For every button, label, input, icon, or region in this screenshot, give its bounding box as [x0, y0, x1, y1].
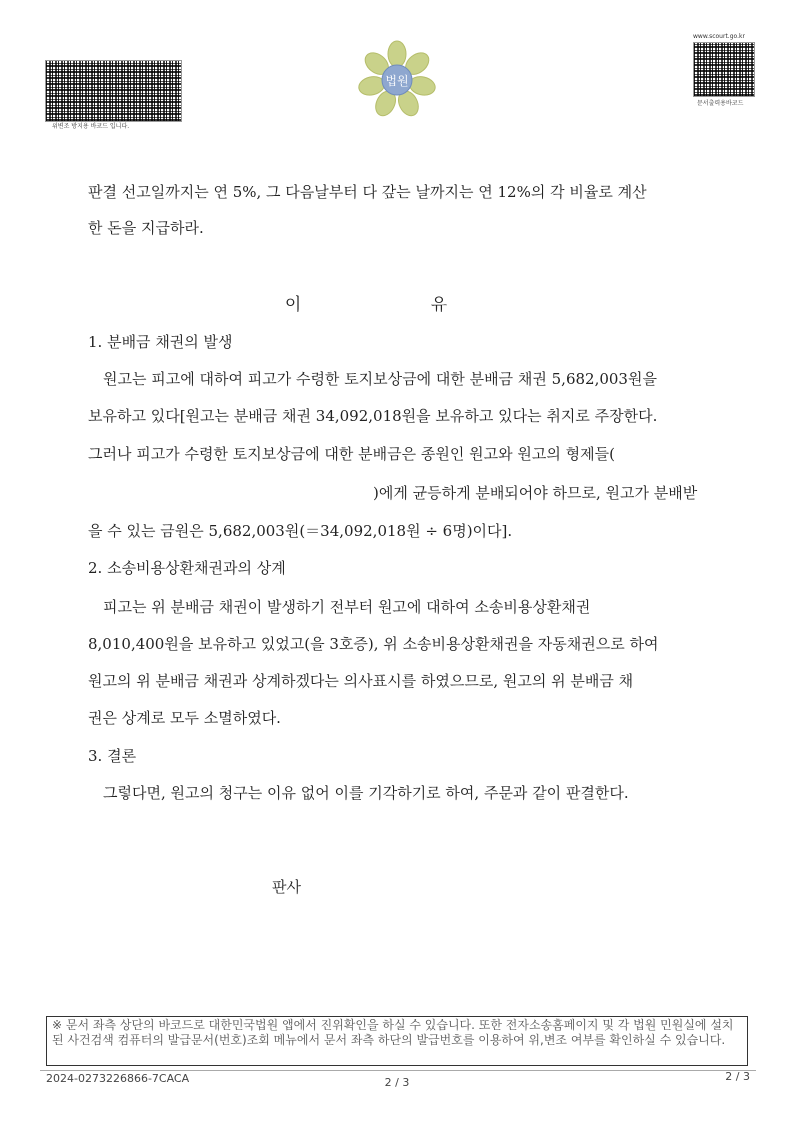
section-1-line: 그러나 피고가 수령한 토지보상금에 대한 분배금은 종원인 원고와 원고의 형제들(	[88, 445, 615, 463]
court-emblem-icon	[357, 40, 437, 118]
section-1-line: 보유하고 있다[원고는 분배금 채권 34,092,018원을 보유하고 있다는 취지로 주장한다.	[88, 407, 658, 425]
print-barcode	[693, 42, 755, 97]
section-2-line: 원고의 위 분배금 채권과 상계하겠다는 의사표시를 하였으므로, 원고의 위 분배금 채	[88, 672, 634, 690]
section-1-line: 원고는 피고에 대하여 피고가 수령한 토지보상금에 대한 분배금 채권 5,682,003원을	[88, 370, 657, 388]
section-2-line: 권은 상계로 모두 소멸하였다.	[88, 709, 281, 727]
section-2-line: 8,010,400원을 보유하고 있었고(을 3호증), 위 소송비용상환채권을 자동채권으로 하여	[88, 635, 659, 653]
barcode-caption-left: 위변조 방지용 바코드 입니다.	[52, 123, 130, 130]
section-3-title: 3. 결론	[88, 747, 137, 765]
court-url: www.scourt.go.kr	[693, 33, 745, 40]
order-line-2: 한 돈을 지급하라.	[88, 219, 204, 237]
footer-divider	[40, 1070, 756, 1071]
section-1-title: 1. 분배금 채권의 발생	[88, 333, 233, 351]
reason-heading: 이 유	[284, 295, 510, 315]
svg-text:법원: 법원	[385, 74, 409, 88]
authentication-barcode	[45, 60, 182, 122]
verification-notice: ※ 문서 좌측 상단의 바코드로 대한민국법원 앱에서 진위확인을 하실 수 있습니다. 또한 전자소송홈페이지 및 각 법원 민원실에 설치된 사건검색 컴퓨터의 발급문서(번호)조회 메뉴에서 문서 좌측 하단의 발급번호를 이용하여 위,변조 여부를 확인하실 수 있습니다.	[46, 1016, 748, 1066]
judge-label: 판사	[272, 878, 301, 896]
page-number-center: 2 / 3	[384, 1076, 410, 1089]
order-line-1: 판결 선고일까지는 연 5%, 그 다음날부터 다 갚는 날까지는 연 12%의 각 비율로 계산	[88, 183, 647, 201]
page-number-right: 2 / 3	[725, 1070, 750, 1083]
section-1-line: 을 수 있는 금원은 5,682,003원(＝34,092,018원 ÷ 6명)이다].	[88, 522, 513, 540]
section-1-line: )에게 균등하게 분배되어야 하므로, 원고가 분배받	[88, 484, 698, 502]
issuance-number: 2024-0273226866-7CACA	[46, 1072, 190, 1085]
section-3-line: 그렇다면, 원고의 청구는 이유 없어 이를 기각하기로 하여, 주문과 같이 판결한다.	[88, 784, 629, 802]
barcode-caption-right: 문서출력용바코드	[697, 100, 744, 107]
section-2-title: 2. 소송비용상환채권과의 상계	[88, 559, 286, 577]
section-2-line: 피고는 위 분배금 채권이 발생하기 전부터 원고에 대하여 소송비용상환채권	[88, 598, 591, 616]
